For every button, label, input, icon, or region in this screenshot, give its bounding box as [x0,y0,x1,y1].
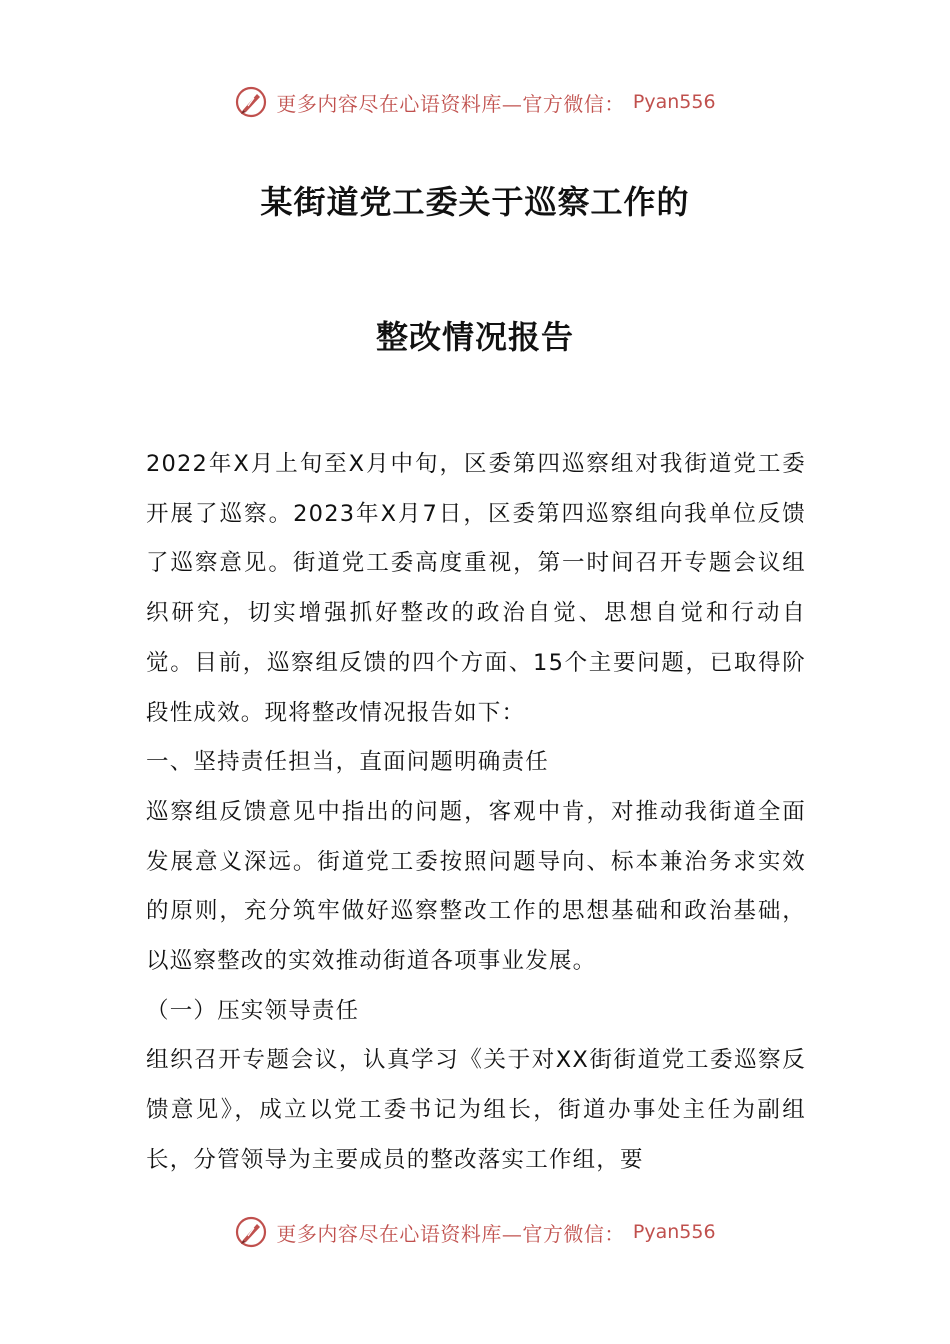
quill-pen-logo-icon [234,1215,268,1249]
watermark-wechat-id: Pyan556 [632,91,716,113]
subsection-heading: （一）压实领导责任 [146,997,360,1024]
footer-watermark [0,1210,950,1254]
document-body [146,440,806,1186]
document-title-line-2: 整改情况报告 [375,318,574,356]
header-watermark [0,80,950,124]
document-title-line-1: 某街道党工委关于巡察工作的 [260,183,690,221]
watermark-text: 更多内容尽在心语资料库—官方微信： [276,91,625,116]
body-paragraph: 巡察组反馈意见中指出的问题，客观中肯，对推动我街道全面发展意义深远。街道党工委按照问题导向、标本兼治务求实效的原则，充分筑牢做好巡察整改工作的思想基础和政治基础，以巡察整改的实效推动街道各项事业发展。 [146,798,806,975]
body-paragraph: 2022年X月上旬至X月中旬，区委第四巡察组对我街道党工委开展了巡察。2023年X月7日，区委第四巡察组向我单位反馈了巡察意见。街道党工委高度重视，第一时间召开专题会议组织研究，切实增强抓好整改的政治自觉、思想自觉和行动自觉。目前，巡察组反馈的四个方面、15个主要问题，已取得阶段性成效。现将整改情况报告如下： [146,451,806,726]
body-paragraph: 组织召开专题会议，认真学习《关于对XX街街道党工委巡察反馈意见》，成立以党工委书记为组长，街道办事处主任为副组长，分管领导为主要成员的整改落实工作组，要 [146,1047,806,1173]
section-heading: 一、坚持责任担当，直面问题明确责任 [146,749,549,776]
watermark-text: 更多内容尽在心语资料库—官方微信： [276,1221,625,1246]
quill-pen-logo-icon [234,85,268,119]
watermark-wechat-id: Pyan556 [632,1221,716,1243]
